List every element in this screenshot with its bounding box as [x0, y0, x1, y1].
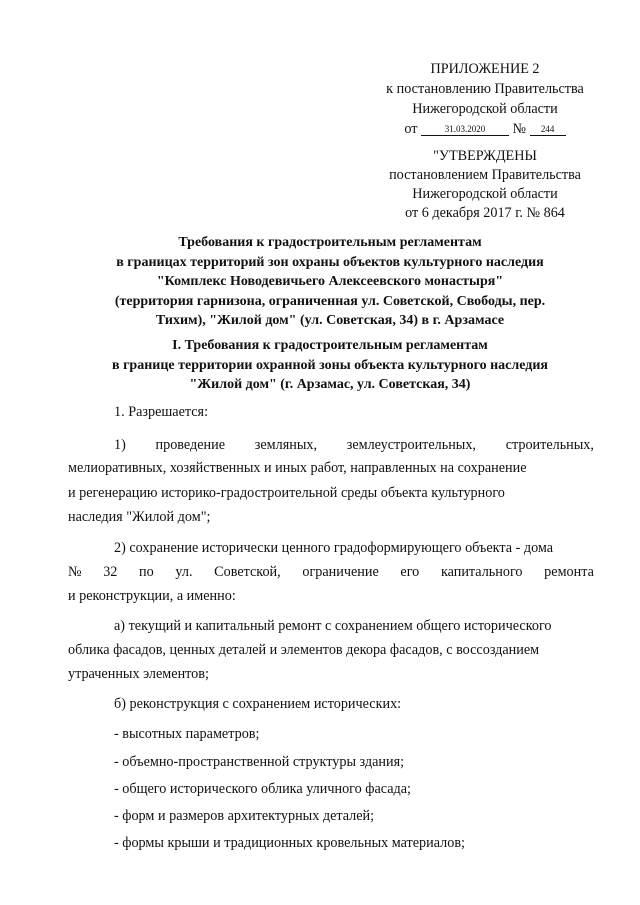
word: капитального: [440, 564, 523, 580]
list-item: - формы крыши и традиционных кровельных материалов;: [114, 835, 465, 851]
paragraph-1-line-2: мелиоративных, хозяйственных и иных работ, направленных на сохранение: [68, 460, 527, 476]
list-item: - форм и размеров архитектурных деталей;: [114, 808, 375, 824]
appendix-line-1: к постановлению Правительства: [386, 81, 584, 97]
section-line: I. Требования к градостроительным регламентам: [172, 338, 488, 353]
approved-line-4: от 6 декабря 2017 г. № 864: [405, 205, 565, 221]
word: проведение: [155, 437, 226, 453]
section-line: в границе территории охранной зоны объекта культурного наследия: [112, 357, 548, 373]
word: по: [139, 564, 154, 580]
word: землеустроительных,: [346, 437, 476, 453]
word: земляных,: [254, 437, 318, 453]
paragraph-1-line-1: [114, 435, 594, 455]
appendix-header: [340, 59, 630, 139]
word: №: [68, 564, 82, 580]
word: ограничение: [302, 564, 379, 580]
approved-line-2: постановлением Правительства: [389, 167, 581, 183]
title-line: "Комплекс Новодевичьего Алексеевского монастыря": [156, 274, 504, 289]
appendix-title: ПРИЛОЖЕНИЕ 2: [430, 61, 540, 77]
document-title: [60, 233, 600, 331]
title-line: в границах территорий зон охраны объектов культурного наследия: [116, 254, 544, 270]
paragraph-2-line-3: и реконструкции, а именно:: [68, 588, 236, 604]
number-label: №: [512, 121, 527, 137]
section-heading: [60, 336, 600, 395]
approved-line-3: Нижегородской области: [412, 186, 558, 202]
list-item: - общего исторического облика уличного фасада;: [114, 781, 411, 797]
paragraph-3-line-1: а) текущий и капитальный ремонт с сохранением общего исторического: [114, 618, 552, 634]
from-label: от: [404, 121, 418, 137]
paragraph-2-line-2: [68, 562, 594, 582]
list-item: - высотных параметров;: [114, 726, 260, 742]
word: 1): [114, 437, 126, 453]
word: его: [400, 564, 420, 580]
word: 32: [103, 564, 118, 580]
approved-block: [340, 147, 630, 223]
title-line: (территория гарнизона, ограниченная ул. Советской, Свободы, пер.: [114, 293, 546, 309]
appendix-line-2: Нижегородской области: [412, 101, 558, 117]
word: Советской,: [214, 564, 281, 580]
word: строительных,: [505, 437, 594, 453]
paragraph-1-line-3: и регенерацию историко-градостроительной среды объекта культурного: [68, 485, 505, 501]
list-item: - объемно-пространственной структуры здания;: [114, 754, 405, 770]
date-field: 31.03.2020: [421, 123, 509, 136]
paragraph-permitted: 1. Разрешается:: [114, 404, 209, 420]
paragraph-2-line-1: 2) сохранение исторически ценного градоформирующего объекта - дома: [114, 540, 554, 556]
title-line: Тихим), "Жилой дом" (ул. Советская, 34) в г. Арзамасе: [155, 313, 505, 328]
section-line: "Жилой дом" (г. Арзамас, ул. Советская, 34): [189, 377, 471, 392]
word: ул.: [175, 564, 193, 580]
word: ремонта: [544, 564, 594, 580]
approved-line-1: "УТВЕРЖДЕНЫ: [433, 148, 537, 164]
number-field: 244: [530, 123, 566, 136]
paragraph-3-line-3: утраченных элементов;: [68, 666, 209, 682]
paragraph-4: б) реконструкция с сохранением исторических:: [114, 696, 402, 712]
paragraph-1-line-4: наследия "Жилой дом";: [68, 509, 211, 525]
title-line: Требования к градостроительным регламентам: [178, 235, 482, 250]
appendix-date-line: [340, 119, 630, 139]
paragraph-3-line-2: облика фасадов, ценных деталей и элементов декора фасадов, с воссозданием: [68, 642, 540, 658]
